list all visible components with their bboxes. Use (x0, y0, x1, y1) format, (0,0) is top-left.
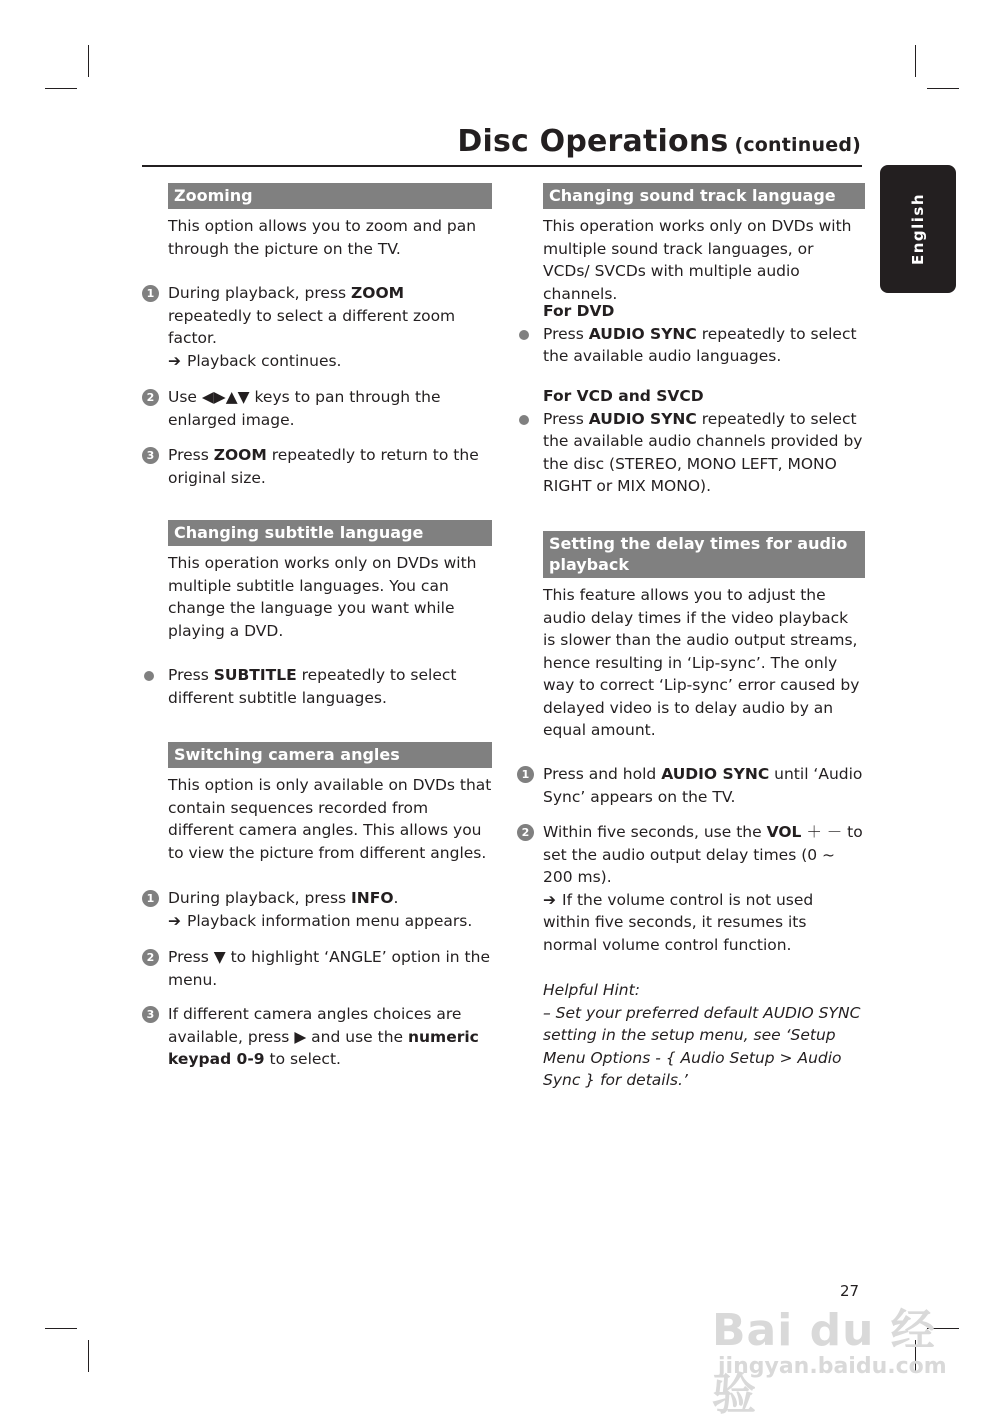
page-number: 27 (840, 1282, 860, 1300)
zoom-step-1: 1 During playback, press ZOOM repeatedly to select a different zoom factor. ➔ Playback continues. (142, 282, 492, 372)
step-number: 2 (517, 824, 534, 841)
section-zooming (142, 183, 492, 260)
camera-step-1: 1 During playback, press INFO. ➔ Playback information menu appears. (142, 887, 492, 932)
section-heading: Setting the delay times for audio playback (543, 531, 865, 578)
step-number: 1 (517, 766, 534, 783)
sub-heading: For DVD (543, 302, 615, 320)
crop-mark (45, 88, 77, 89)
section-subtitle (142, 520, 492, 642)
watermark-logo: Bai du 经验 (712, 1305, 936, 1420)
for-vcd: For VCD and SVCD Press AUDIO SYNC repeatedly to select the available audio channels provided by the disc (STEREO, MONO LEFT, MONO RIGHT or MIX MONO). (517, 385, 865, 498)
title-rule (142, 165, 862, 167)
zoom-step-3: 3 Press ZOOM repeatedly to return to the original size. (142, 444, 492, 489)
delay-step-1: 1 Press and hold AUDIO SYNC until ‘Audio Sync’ appears on the TV. (517, 763, 865, 808)
hint-title: Helpful Hint: (543, 981, 640, 999)
crop-mark (927, 88, 959, 89)
crop-mark (915, 45, 916, 77)
arrow-right-icon: ➔ (168, 351, 181, 370)
step-number: 2 (142, 389, 159, 406)
right-key-icon: ▶ (294, 1027, 307, 1046)
section-intro: This feature allows you to adjust the audio delay times if the video playback is slower than the audio output streams, hence resulting in ‘Lip-sync’. The only way to correct ‘Lip-sync’ error caused by delayed video is to delay audio by an equal amount. (543, 586, 860, 739)
section-intro: This option allows you to zoom and pan through the picture on the TV. (168, 217, 477, 258)
section-heading: Changing subtitle language (168, 520, 492, 546)
arrow-right-icon: ➔ (168, 911, 181, 930)
crop-mark (88, 1340, 89, 1372)
crop-mark (45, 1328, 77, 1329)
page-title: Disc Operations (continued) (457, 124, 861, 159)
section-intro: This operation works only on DVDs with multiple sound track languages, or VCDs/ SVCDs with multiple audio channels. (543, 217, 852, 303)
arrow-right-icon: ➔ (543, 890, 556, 909)
section-intro: This option is only available on DVDs that contain sequences recorded from different camera angles. This allows you to view the picture from different angles. (168, 776, 492, 862)
section-heading: Switching camera angles (168, 742, 492, 768)
bullet-icon (519, 415, 529, 425)
camera-step-2: 2 Press ▼ to highlight ‘ANGLE’ option in the menu. (142, 946, 492, 991)
delay-step-2: 2 Within five seconds, use the VOL ＋ － to set the audio output delay times (0 ~ 200 ms). ➔ If the volume control is not used within five seconds, it resumes its normal volume control function. (517, 821, 865, 956)
bullet-icon (144, 671, 154, 681)
step-number: 1 (142, 890, 159, 907)
section-delay (517, 531, 865, 742)
section-heading: Changing sound track language (543, 183, 865, 209)
step-number: 3 (142, 1006, 159, 1023)
section-camera (142, 742, 492, 864)
section-sound-track (517, 183, 865, 305)
helpful-hint (517, 979, 865, 1092)
for-dvd: For DVD Press AUDIO SYNC repeatedly to select the available audio languages. (517, 300, 865, 368)
volume-plus-minus-icon: ＋ － (806, 823, 843, 841)
camera-step-3: 3 If different camera angles choices are available, press ▶ and use the numeric keypad 0-9 to select. (142, 1003, 492, 1071)
language-tab: English (880, 165, 956, 293)
down-key-icon: ▼ (213, 948, 226, 966)
step-number: 1 (142, 285, 159, 302)
step-number: 3 (142, 447, 159, 464)
hint-text: – Set your preferred default AUDIO SYNC setting in the setup menu, see ‘Setup Menu Options - { Audio Setup > Audio Sync } for details.’ (543, 1003, 861, 1089)
section-intro: This operation works only on DVDs with multiple subtitle languages. You can change the language you want while playing a DVD. (168, 554, 477, 640)
zoom-step-2: 2 Use ◀▶▲▼ keys to pan through the enlarged image. (142, 386, 492, 431)
section-heading: Zooming (168, 183, 492, 209)
sub-heading: For VCD and SVCD (543, 387, 704, 405)
subtitle-bullet: Press SUBTITLE repeatedly to select different subtitle languages. (142, 664, 492, 709)
watermark-url: jingyan.baidu.com (718, 1354, 947, 1379)
arrow-keys-icon: ◀▶▲▼ (201, 388, 250, 406)
bullet-icon (519, 330, 529, 340)
crop-mark (88, 45, 89, 77)
step-number: 2 (142, 949, 159, 966)
watermark (712, 1290, 952, 1420)
